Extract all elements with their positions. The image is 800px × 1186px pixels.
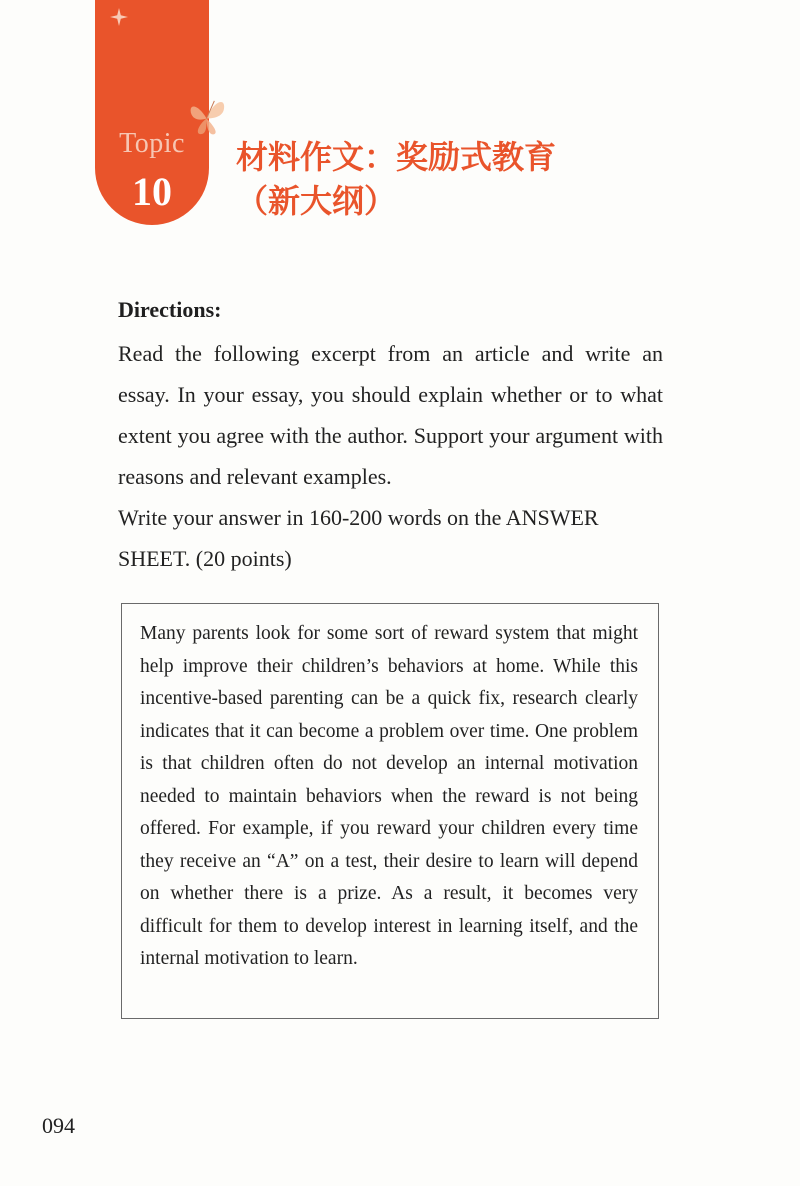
directions-paragraph: Write your answer in 160-200 words on the ANSWER SHEET. (20 points): [118, 505, 599, 571]
sparkle-icon: [110, 8, 128, 26]
directions-paragraph: Read the following excerpt from an article and write an essay. In your essay, you should explain whether or to what extent you agree with the author. Support your argument with reasons and relevant examples.: [118, 341, 663, 489]
page-title: 材料作文：奖励式教育: [236, 138, 557, 176]
directions-body: [118, 333, 663, 579]
page-number: 094: [42, 1113, 75, 1138]
topic-number: 10: [132, 169, 172, 214]
butterfly-icon: [185, 95, 230, 140]
excerpt-text: Many parents look for some sort of reward system that might help improve their children’s behaviors at home. While this incentive-based parenting can be a quick fix, research clearly indicates that it can become a problem over time. One problem is that children often do not develop an internal motivation needed to maintain behaviors when the reward is not being offered. For example, if you reward your children every time they receive an “A” on a test, their desire to learn will depend on whether there is a prize. As a result, it becomes very difficult for them to develop interest in learning itself, and the internal motivation to learn.: [140, 623, 638, 969]
topic-label: Topic: [119, 128, 185, 159]
directions-heading: Directions:: [118, 297, 222, 322]
page-subtitle: （新大纲）: [236, 182, 397, 220]
